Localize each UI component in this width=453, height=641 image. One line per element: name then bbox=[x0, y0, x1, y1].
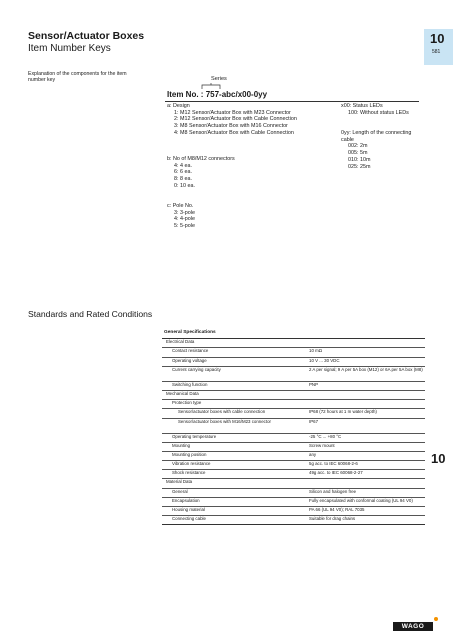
legend-item: 2: M12 Sensor/Actuator Box with Cable Connection bbox=[174, 116, 297, 123]
legend-heading: b: No of M8/M12 connectors bbox=[167, 156, 235, 162]
side-chapter-tab bbox=[428, 448, 453, 472]
table-row bbox=[162, 488, 425, 497]
row-label: Shock resistance bbox=[162, 470, 307, 479]
legend-item: 3: 3-pole bbox=[174, 209, 195, 216]
chapter-number: 10 bbox=[430, 31, 445, 46]
table-row bbox=[162, 497, 425, 506]
legend-item: 4: 4-pole bbox=[174, 216, 195, 223]
page-subtitle: Item Number Keys bbox=[28, 43, 111, 54]
row-label: Protection type bbox=[162, 400, 307, 409]
table-title: General Specifications bbox=[162, 330, 425, 339]
item-number-key bbox=[167, 90, 267, 99]
page-number: 581 bbox=[432, 49, 441, 55]
row-label: Mechanical Data bbox=[162, 390, 307, 399]
item-number-value: 757-abc/x00-0yy bbox=[205, 90, 268, 99]
table-row bbox=[162, 418, 425, 433]
row-label: Operating voltage bbox=[162, 357, 307, 366]
row-value: 49g acc. to IEC 60068-2-27 bbox=[307, 470, 425, 479]
legend-item: 6: 6 ea. bbox=[174, 169, 192, 176]
table-row bbox=[162, 400, 425, 409]
table-row bbox=[162, 461, 425, 470]
legend-cable-length bbox=[341, 130, 423, 170]
legend-item: 5: 5-pole bbox=[174, 223, 195, 230]
item-number-label: Item No. : bbox=[167, 90, 204, 99]
table-title-row bbox=[162, 330, 425, 339]
legend-item: 010: 10m bbox=[348, 156, 371, 163]
row-label: Mounting position bbox=[162, 451, 307, 460]
wago-logo: WAGO bbox=[393, 622, 433, 631]
row-label: General bbox=[162, 488, 307, 497]
legend-item: 4: 4 ea. bbox=[174, 162, 192, 169]
row-value: Suitable for drag chains bbox=[307, 516, 425, 525]
legend-item: 1: M12 Sensor/Actuator Box with M23 Connector bbox=[174, 109, 291, 116]
row-label: Connecting cable bbox=[162, 516, 307, 525]
table-row bbox=[162, 507, 425, 516]
row-value: any bbox=[307, 451, 425, 460]
row-value: Silicon and halogen free bbox=[307, 488, 425, 497]
table-row bbox=[162, 479, 425, 488]
legend-item: 8: 8 ea. bbox=[174, 176, 192, 183]
row-value: 10 mΩ bbox=[307, 348, 425, 357]
legend-item: 002: 2m bbox=[348, 143, 368, 150]
row-value: 2 A per signal; 9 A per 5A box (M12) or 6A per 5A box (M8) bbox=[307, 366, 425, 381]
legend-status-leds bbox=[341, 103, 409, 116]
row-value bbox=[307, 339, 425, 348]
legend-item: 3: M8 Sensor/Actuator Box with M16 Connector bbox=[174, 123, 288, 130]
legend-pole bbox=[167, 203, 195, 230]
table-row bbox=[162, 381, 425, 390]
legend-heading: c: Pole No. bbox=[167, 203, 194, 209]
row-value: PA 66 (UL 94 V0); RAL 7035 bbox=[307, 507, 425, 516]
row-value: IP68 (72 hours at 1 m water depth) bbox=[307, 409, 425, 418]
legend-connectors bbox=[167, 156, 235, 190]
table-row bbox=[162, 442, 425, 451]
row-value: IP67 bbox=[307, 418, 425, 433]
series-label: Series bbox=[211, 76, 227, 82]
row-label: Switching function bbox=[162, 381, 307, 390]
explanation-text: Explanation of the components for the item number key bbox=[28, 71, 127, 84]
row-label: Sensor/actuator boxes with cable connection bbox=[162, 409, 307, 418]
row-label: Mounting bbox=[162, 442, 307, 451]
legend-item: 005: 5m bbox=[348, 150, 368, 157]
row-label: Electrical Data bbox=[162, 339, 307, 348]
row-label: Sensor/actuator boxes with M16/M23 connector bbox=[162, 418, 307, 433]
item-number-divider bbox=[165, 101, 419, 102]
legend-item: 0: 10 ea. bbox=[174, 182, 195, 189]
row-label: Vibration resistance bbox=[162, 461, 307, 470]
row-value: Fully encapsulated with conformal coating (UL 94 V0) bbox=[307, 497, 425, 506]
legend-item: 100: Without status LEDs bbox=[348, 109, 409, 116]
table-row bbox=[162, 339, 425, 348]
logo-dot-icon bbox=[434, 617, 438, 621]
legend-item: 4: M8 Sensor/Actuator Box with Cable Connection bbox=[174, 129, 294, 136]
specifications-table bbox=[162, 330, 425, 525]
table-row bbox=[162, 433, 425, 442]
table-row bbox=[162, 366, 425, 381]
row-value: 10 V ... 30 VDC bbox=[307, 357, 425, 366]
row-label: Encapsulation bbox=[162, 497, 307, 506]
standards-heading: Standards and Rated Conditions bbox=[28, 309, 153, 319]
row-value: PNP bbox=[307, 381, 425, 390]
row-value: Screw mount bbox=[307, 442, 425, 451]
page-title: Sensor/Actuator Boxes bbox=[28, 30, 145, 42]
row-value bbox=[307, 390, 425, 399]
legend-heading: 0yy: Length of the connecting cable bbox=[341, 130, 412, 143]
table-row bbox=[162, 348, 425, 357]
legend-item: 025: 25m bbox=[348, 163, 371, 170]
table-row bbox=[162, 470, 425, 479]
row-label: Material Data bbox=[162, 479, 307, 488]
legend-design bbox=[167, 103, 297, 137]
table-row bbox=[162, 516, 425, 525]
row-label: Current carrying capacity bbox=[162, 366, 307, 381]
row-label: Contact resistance bbox=[162, 348, 307, 357]
table-row bbox=[162, 409, 425, 418]
row-label: Housing material bbox=[162, 507, 307, 516]
table-row bbox=[162, 357, 425, 366]
series-bracket-icon bbox=[201, 83, 221, 90]
legend-heading: a: Design bbox=[167, 103, 190, 109]
table-row bbox=[162, 451, 425, 460]
row-value: 5g acc. to IEC 60068-2-6 bbox=[307, 461, 425, 470]
side-chapter-number: 10 bbox=[431, 451, 446, 466]
table-row bbox=[162, 390, 425, 399]
chapter-tab bbox=[424, 29, 453, 65]
legend-heading: x00: Status LEDs bbox=[341, 103, 383, 109]
row-value bbox=[307, 479, 425, 488]
row-value: -25 °C ... +80 °C bbox=[307, 433, 425, 442]
row-label: Operating temperature bbox=[162, 433, 307, 442]
row-value bbox=[307, 400, 425, 409]
